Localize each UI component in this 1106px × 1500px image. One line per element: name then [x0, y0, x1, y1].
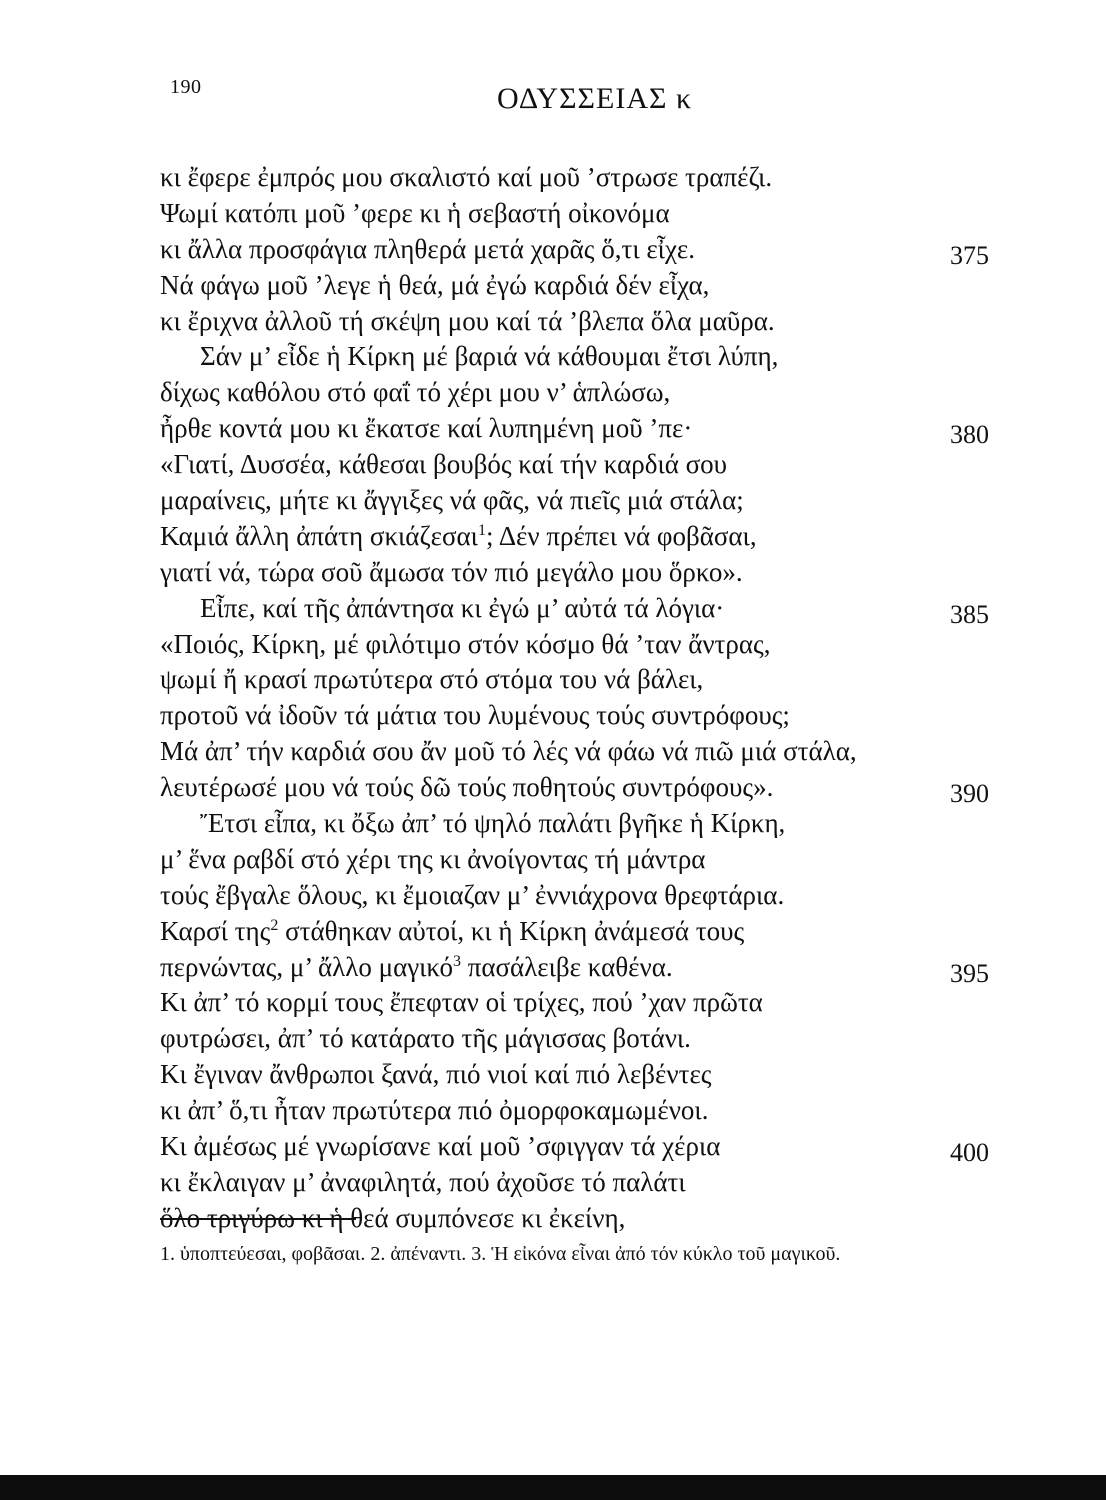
verse-text: φυτρώσει, ἀπ’ τό κατάρατο τῆς μάγισσας βοτάνι.: [160, 1023, 691, 1054]
verse-line: [160, 1057, 1060, 1093]
verse-text: Σάν μ’ εἶδε ἡ Κίρκη μέ βαριά νά κάθουμαι ἔτσι λύπη,: [200, 341, 779, 372]
scan-bottom-edge: [0, 1475, 1106, 1500]
verse-text: ψωμί ἤ κρασί πρωτύτερα στό στόμα του νά βάλει,: [160, 664, 704, 695]
verse-text: Μά ἀπ’ τήν καρδιά σου ἄν μοῦ τό λές νά φάω νά πιῶ μιά στάλα,: [160, 736, 857, 767]
verse-text: ὅλο τριγύρω κι ἡ θεά συμπόνεσε κι ἐκείνη,: [160, 1202, 626, 1233]
verse-text: κι ἔφερε ἐμπρός μου σκαλιστό καί μοῦ ’στρωσε τραπέζι.: [160, 162, 773, 192]
verse-text: μαραίνεις, μήτε κι ἄγγιξες νά φᾶς, νά πιεῖς μιά στάλα;: [160, 485, 744, 516]
footnote-marker: 3: [452, 952, 461, 970]
verse-line: [160, 770, 1060, 809]
verse-text: [160, 950, 673, 986]
verse-line: [160, 734, 1060, 770]
verse-text: κι ἔριχνα ἀλλοῦ τή σκέψη μου καί τά ’βλεπα ὅλα μαῦρα.: [160, 305, 775, 336]
verse-line: [160, 1021, 1060, 1057]
verse-text: Ἔτσι εἶπα, κι ὄξω ἀπ’ τό ψηλό παλάτι βγῆκε ἡ Κίρκη,: [200, 808, 786, 839]
verse-text: «Γιατί, Δυσσέα, κάθεσαι βουβός καί τήν καρδιά σου: [160, 449, 728, 480]
verse-text: Κι ἔγιναν ἄνθρωποι ξανά, πιό νιοί καί πιό λεβέντες: [160, 1059, 712, 1090]
verse-text-segment: πασάλειβε καθένα.: [460, 951, 673, 982]
verse-line: [160, 698, 1060, 734]
footnotes: 1. ὑποπτεύεσαι, φοβᾶσαι. 2. ἀπέναντι. 3. Ἡ εἰκόνα εἶναι ἀπό τόν κύκλο τοῦ μαγικοῦ.: [160, 1243, 841, 1265]
verse-text: γιατί νά, τώρα σοῦ ἄμωσα τόν πιό μεγάλο μου ὅρκο».: [160, 556, 743, 587]
verse-text: Κι ἀπ’ τό κορμί τους ἔπεφταν οἱ τρίχες, πού ’χαν πρῶτα: [160, 987, 763, 1018]
line-number: 380: [950, 420, 989, 450]
line-number: 390: [950, 779, 989, 809]
verse-text-segment: στάθηκαν αὐτοί, κι ἡ Κίρκη ἀνάμεσά τους: [278, 915, 745, 946]
verse-line: [160, 411, 1060, 450]
verse-line: [160, 304, 1060, 340]
line-number: 375: [950, 240, 989, 270]
verse-text: [160, 519, 757, 555]
verse-text-segment: Καμιά ἄλλη ἀπάτη σκιάζεσαι: [160, 520, 478, 551]
page-number: 190: [170, 76, 202, 98]
verse-text-segment: ; Δέν πρέπει νά φοβᾶσαι,: [485, 520, 757, 551]
line-number: 385: [950, 599, 989, 629]
verse-line: [160, 985, 1060, 1021]
verse-text: λευτέρωσέ μου νά τούς δῶ τούς ποθητούς συντρόφους».: [160, 772, 774, 803]
verse-text: προτοῦ νά ἰδοῦν τά μάτια του λυμένους τούς συντρόφους;: [160, 700, 790, 731]
verse-text-segment: περνώντας, μ’ ἄλλο μαγικό: [160, 951, 453, 982]
line-number: 400: [950, 1138, 989, 1168]
verse-text: μ’ ἕνα ραβδί στό χέρι της κι ἀνοίγοντας τή μάντρα: [160, 843, 706, 874]
verse-line: [160, 268, 1060, 304]
verse-line: [160, 627, 1060, 663]
verse-line: [160, 160, 1060, 196]
footnote-rule: [160, 1218, 356, 1220]
line-number: 395: [950, 958, 989, 988]
verse-line: [160, 806, 1060, 842]
verse-line: [160, 555, 1060, 591]
verse-line: [160, 232, 1060, 268]
verse-line: [160, 519, 1060, 555]
verse-text: Νά φάγω μοῦ ’λεγε ἡ θεά, μά ἐγώ καρδιά δέν εἶχα,: [160, 269, 710, 300]
verse-line: [160, 196, 1060, 232]
verse-text: [160, 914, 744, 950]
verse-text: Εἶπε, καί τῆς ἀπάντησα κι ἐγώ μ’ αὐτά τά λόγια·: [200, 592, 725, 623]
verse-line: [160, 447, 1060, 483]
verse-line: [160, 1129, 1060, 1168]
footnote-marker: 2: [270, 916, 279, 934]
verse-text: «Ποιός, Κίρκη, μέ φιλότιμο στόν κόσμο θά ’ταν ἄντρας,: [160, 628, 771, 659]
verse-line: [160, 375, 1060, 411]
verse-text: ἦρθε κοντά μου κι ἔκατσε καί λυπημένη μοῦ ’πε·: [160, 413, 693, 444]
verse-text: Κι ἀμέσως μέ γνωρίσανε καί μοῦ ’σφιγγαν τά χέρια: [160, 1131, 721, 1162]
verse-line: [160, 483, 1060, 519]
verse-line: [160, 662, 1060, 698]
verse-text: Ψωμί κατόπι μοῦ ’φερε κι ἡ σεβαστή οἰκονόμα: [160, 197, 670, 228]
verse-text-segment: Καρσί της: [160, 915, 271, 946]
footnote-marker: 1: [477, 521, 486, 539]
verse-block: [160, 160, 1060, 1237]
verse-line: [160, 591, 1060, 627]
verse-line: [160, 339, 1060, 375]
verse-text: δίχως καθόλου στό φαΐ τό χέρι μου ν’ ἁπλώσω,: [160, 377, 671, 408]
verse-text: κι ἀπ’ ὅ,τι ἦταν πρωτύτερα πιό ὀμορφοκαμωμένοι.: [160, 1095, 709, 1126]
verse-line: [160, 914, 1060, 950]
verse-text: κι ἄλλα προσφάγια πληθερά μετά χαρᾶς ὅ,τι εἶχε.: [160, 233, 696, 264]
verse-line: [160, 842, 1060, 878]
running-title: ΟΔΥΣΣΕΙΑΣ κ: [497, 82, 693, 115]
verse-line: [160, 950, 1060, 986]
verse-line: [160, 1093, 1060, 1129]
verse-line: [160, 1165, 1060, 1201]
verse-text: τούς ἔβγαλε ὅλους, κι ἔμοιαζαν μ’ ἐννιάχρονα θρεφτάρια.: [160, 879, 785, 910]
verse-text: κι ἔκλαιγαν μ’ ἀναφιλητά, πού ἀχοῦσε τό παλάτι: [160, 1166, 686, 1197]
verse-line: [160, 878, 1060, 914]
